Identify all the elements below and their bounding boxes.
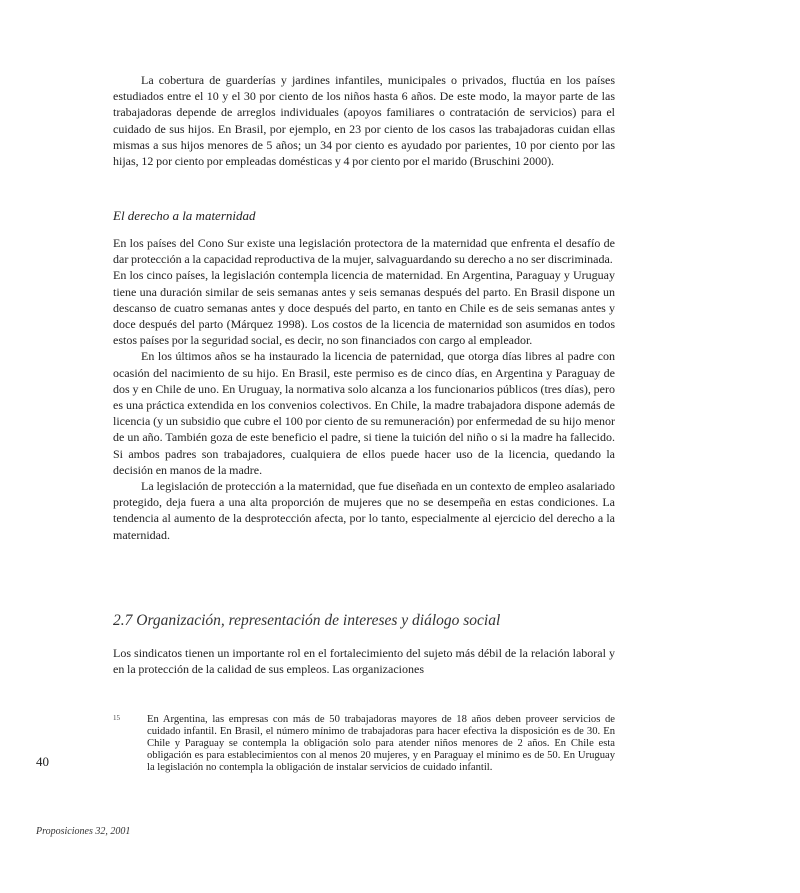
- subheading-maternity: El derecho a la maternidad: [113, 208, 256, 223]
- maternity-block: [113, 235, 615, 543]
- intro-block: [113, 72, 615, 169]
- section-paragraph: Los sindicatos tienen un importante rol en el fortalecimiento del sujeto más débil de la relación laboral y en la protección de la calidad de sus empleos. Las organizaciones: [113, 646, 615, 677]
- section-heading: 2.7 Organización, representación de intereses y diálogo social: [113, 612, 501, 629]
- footnote-text: En Argentina, las empresas con más de 50 trabajadoras mayores de 18 años deben proveer servicios de cuidado infantil. En Brasil, el número mínimo de trabajadoras para hacer efectiva la disposición es de 30. En Chile y Paraguay se contempla la obligación solo para atender niños menores de 2 años. En Chile esta obligación es para establecimientos con al menos 20 mujeres, y en Paraguay el mínimo es de 50. En Uruguay la legislación no contempla la obligación de instalar servicios de cuidado infantil.: [147, 714, 615, 773]
- maternity-paragraph: En los cinco países, la legislación contempla licencia de maternidad. En Argentina, Paraguay y Uruguay tiene una duración similar de seis semanas antes y seis semanas después del parto. En Brasil dispone un descanso de cuatro semanas antes y doce después del parto, en tanto en Chile es de seis semanas antes y doce después del parto (Márquez 1998). Los costos de la licencia de maternidad son asumidos en todos estos países por la seguridad social, es decir, no son financiados con cargo al empleador.: [113, 268, 615, 348]
- intro-paragraph: La cobertura de guarderías y jardines infantiles, municipales o privados, fluctúa en los países estudiados entre el 10 y el 30 por ciento de los niños hasta 6 años. De este modo, la mayor parte de las trabajadoras depende de arreglos individuales (apoyos familiares o contratación de servicios) para el cuidado de sus hijos. En Brasil, por ejemplo, en 23 por ciento de los casos las trabajadoras cuidan ellas mismas a sus hijos menores de 5 años; un 34 por ciento es ayudado por parientes, 10 por ciento por las hijas, 12 por ciento por empleadas domésticas y 4 por ciento por el marido (Bruschini 2000).: [113, 73, 615, 169]
- page-number: 40: [36, 754, 49, 769]
- running-footer: Proposiciones 32, 2001: [36, 826, 131, 837]
- footnote: [113, 714, 615, 774]
- maternity-paragraph: La legislación de protección a la maternidad, que fue diseñada en un contexto de empleo asalariado protegido, deja fuera a una alta proporción de mujeres que no se desempeña en estas condiciones. La tendencia al aumento de la desprotección afecta, por lo tanto, especialmente al ejercicio del derecho a la maternidad.: [113, 479, 615, 542]
- paternity-paragraph: En los últimos años se ha instaurado la licencia de paternidad, que otorga días libres al padre con ocasión del nacimiento de su hijo. En Brasil, este permiso es de cinco días, en Argentina y Paraguay de dos y en Chile de uno. En Uruguay, la normativa solo alcanza a los funcionarios públicos (tres días), pero es una práctica extendida en los convenios colectivos. En Chile, la madre trabajadora dispone además de licencia (y un subsidio que cubre el 100 por ciento de su remuneración) por enfermedad de su hijo menor de un año. También goza de este beneficio el padre, si tiene la tuición del niño o si la madre ha fallecido. Si ambos padres son trabajadores, cualquiera de ellos puede hacer uso de la licencia, quedando la decisión en manos de la madre.: [113, 349, 615, 477]
- footnote-number: 15: [113, 714, 120, 722]
- maternity-paragraph: En los países del Cono Sur existe una legislación protectora de la maternidad que enfrenta el desafío de dar protección a la capacidad reproductiva de la mujer, salvaguardando su derecho a no ser discriminada.: [113, 236, 615, 267]
- section-block: [113, 645, 615, 677]
